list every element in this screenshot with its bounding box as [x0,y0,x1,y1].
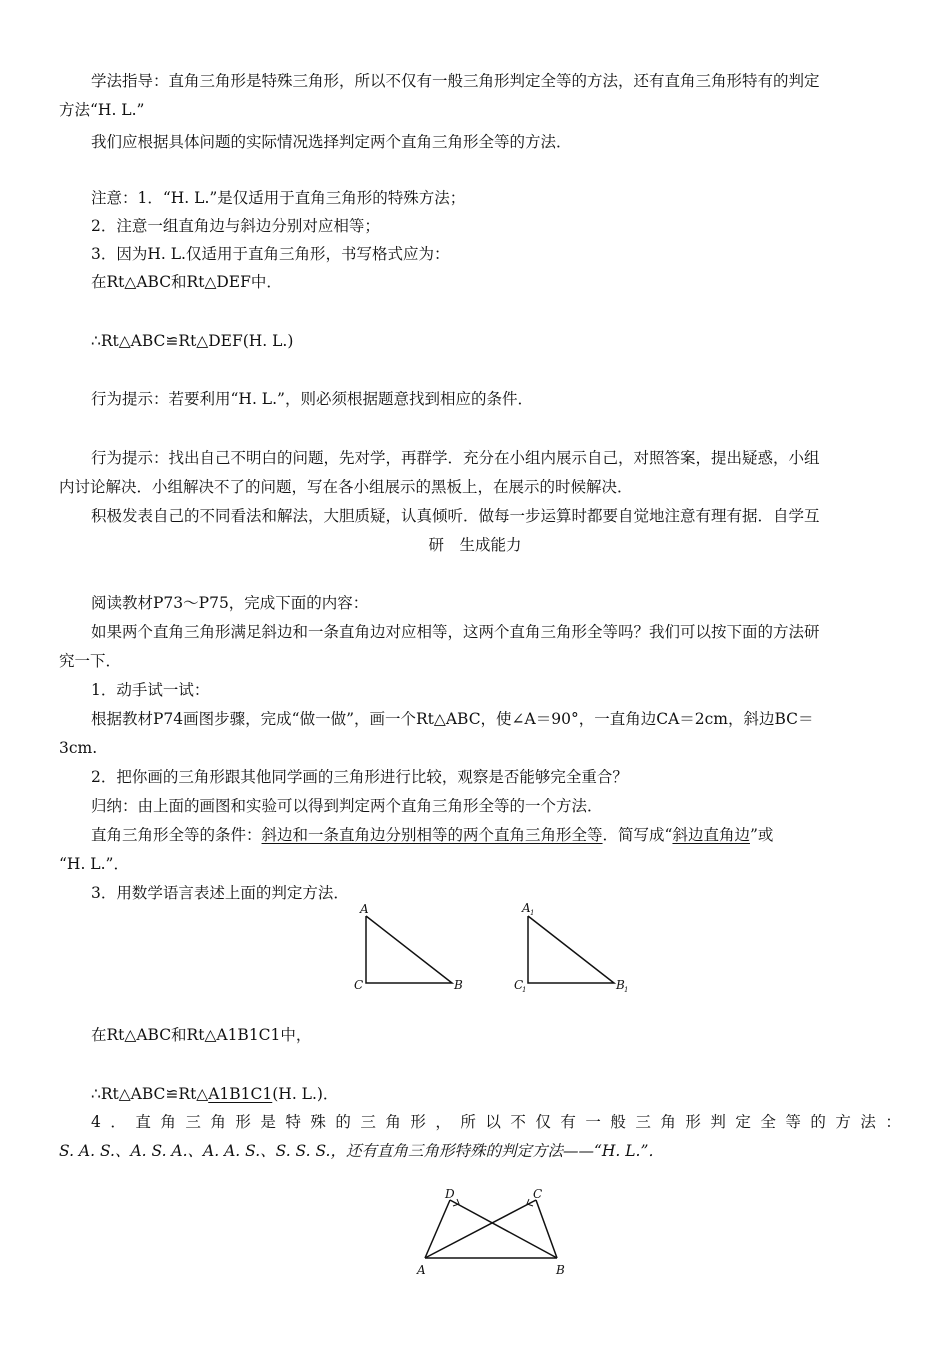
condition-prefix: 直角三角形全等的条件： [91,826,262,844]
text-line: 在Rt△ABC和Rt△A1B1C1中， [91,1026,312,1044]
label-c1: C [514,978,524,992]
label-b1: B [616,978,625,992]
text-line: 我们应根据具体问题的实际情况选择判定两个直角三角形全等的方法． [91,133,572,151]
triangle-abc [366,916,452,983]
hint-line: 行为提示：若要利用“H. L.”，则必须根据题意找到相应的条件． [91,390,533,408]
text-line: 究一下． [59,652,122,670]
text-line: 4．直角三角形是特殊的三角形，所以不仅有一般三角形判定全等的方法： [91,1113,911,1131]
proof-answer: A1B1C1 [208,1085,273,1103]
condition-suffix: ”或 [749,826,774,844]
label-b1-sub: 1 [624,986,629,994]
proof-line [91,1083,338,1105]
text-line: 阅读教材P73～P75，完成下面的内容： [91,594,369,612]
hint-line: 行为提示：找出自己不明白的问题，先对学，再群学．充分在小组内展示自己，对照答案，提出疑惑，小组 [91,449,820,467]
triangle-a1b1c1 [528,916,614,983]
text-line: 根据教材P74画图步骤，完成“做一做”，画一个Rt△ABC，使∠A＝90°，一直角边CA＝2cm，斜边BC＝ [91,710,814,728]
text-line: 2．把你画的三角形跟其他同学画的三角形进行比较，观察是否能够完全重合？ [91,768,628,786]
condition-mid: ．简写成“ [602,826,673,844]
text-line: 学法指导：直角三角形是特殊三角形，所以不仅有一般三角形判定全等的方法，还有直角三角形特有的判定 [91,72,820,90]
text-line: 方法“H. L.” [59,101,145,119]
quadrilateral-abcd [425,1199,557,1258]
label-a: A [417,1263,426,1277]
proof-line: ∴Rt△ABC≌Rt△DEF(H. L.) [91,332,294,350]
text-line: “H. L.”． [59,855,129,873]
text-line: 如果两个直角三角形满足斜边和一条直角边对应相等，这两个直角三角形全等吗？我们可以按下面的方法研 [91,623,820,641]
label-b: B [454,978,463,992]
label-a1: A [522,901,531,915]
text-line: 3cm. [59,739,98,757]
section-heading: 研 生成能力 [428,536,522,554]
text-line: S. A. S.、A. S. A.、A. A. S.、S. S. S.，还有直角三角形特殊的判定方法——“H. L.”． [59,1142,664,1160]
text-line: 3．用数学语言表述上面的判定方法． [91,884,349,902]
label-c: C [354,978,364,992]
condition-answer: 斜边和一条直角边分别相等的两个直角三角形全等 [261,826,603,844]
text-line: 积极发表自己的不同看法和解法，大胆质疑，认真倾听．做每一步运算时都要自觉地注意有理有据．自学互 [91,507,820,525]
proof-suffix: (H. L.)． [272,1085,339,1103]
hint-line: 内讨论解决．小组解决不了的问题，写在各小组展示的黑板上，在展示的时候解决． [59,478,633,496]
label-c: C [533,1187,543,1201]
proof-prefix: ∴Rt△ABC≌Rt△ [91,1085,209,1103]
note-line: 注意：1．“H. L.”是仅适用于直角三角形的特殊方法； [91,189,466,207]
note-line: 2．注意一组直角边与斜边分别对应相等； [91,217,380,235]
label-b: B [556,1263,565,1277]
label-d: D [445,1187,455,1201]
label-c1-sub: 1 [522,986,527,994]
condition-short-answer: 斜边直角边 [672,826,750,844]
crossed-triangles-figure [408,1182,578,1282]
text-line: 归纳：由上面的画图和实验可以得到判定两个直角三角形全等的一个方法． [91,797,603,815]
triangles-figure [340,898,640,998]
condition-line [91,824,773,846]
note-line: 3．因为H. L.仅适用于直角三角形，书写格式应为： [91,245,450,263]
label-a1-sub: 1 [530,909,535,917]
label-a: A [360,902,369,916]
text-line: 1．动手试一试： [91,681,210,699]
text-line: 在Rt△ABC和Rt△DEF中． [91,273,282,291]
